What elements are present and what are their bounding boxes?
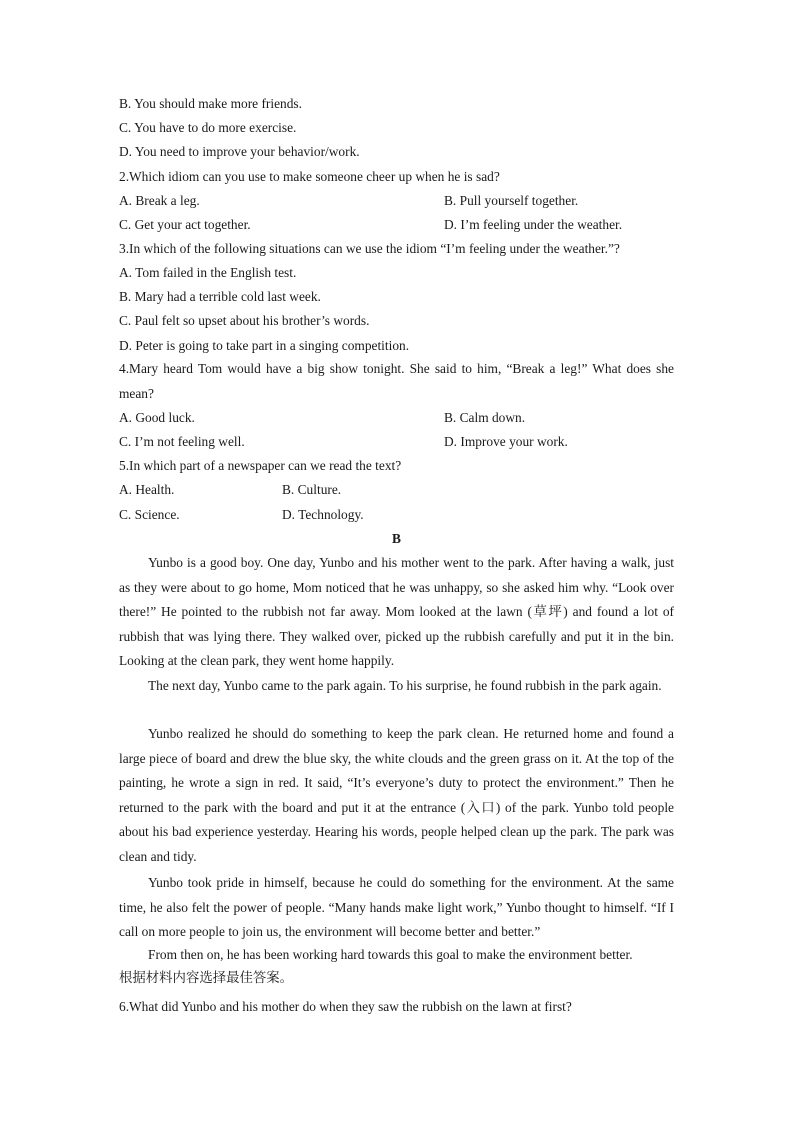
q1-option-b: B. You should make more friends. bbox=[119, 96, 302, 111]
q4-option-c: C. I’m not feeling well. bbox=[119, 434, 245, 449]
q2-question: 2.Which idiom can you use to make someone cheer up when he is sad? bbox=[119, 169, 500, 184]
q3-option-a: A. Tom failed in the English test. bbox=[119, 265, 297, 280]
q5-option-d: D. Technology. bbox=[282, 507, 364, 522]
q2-option-d: D. I’m feeling under the weather. bbox=[444, 217, 623, 232]
q5-option-a: A. Health. bbox=[119, 482, 175, 497]
q3-option-c: C. Paul felt so upset about his brother’s words. bbox=[119, 313, 370, 328]
q5-question: 5.In which part of a newspaper can we read the text? bbox=[119, 458, 402, 473]
q4-option-a: A. Good luck. bbox=[119, 410, 195, 425]
q6-question: 6.What did Yunbo and his mother do when they saw the rubbish on the lawn at first? bbox=[119, 999, 572, 1014]
q2-option-a: A. Break a leg. bbox=[119, 193, 200, 208]
q2-option-b: B. Pull yourself together. bbox=[444, 193, 579, 208]
q4-option-b: B. Calm down. bbox=[444, 410, 526, 425]
passage-paragraph-2: The next day, Yunbo came to the park again. To his surprise, he found rubbish in the park again. bbox=[148, 678, 662, 693]
q1-option-c: C. You have to do more exercise. bbox=[119, 120, 297, 135]
section-heading: B bbox=[392, 531, 401, 546]
passage-paragraph-5: From then on, he has been working hard towards this goal to make the environment better. bbox=[148, 947, 633, 962]
q4-question: 4.Mary heard Tom would have a big show tonight. She said to him, “Break a leg!” What does she mean? bbox=[119, 361, 674, 401]
q3-option-d: D. Peter is going to take part in a singing competition. bbox=[119, 338, 410, 353]
q3-question: 3.In which of the following situations can we use the idiom “I’m feeling under the weather.”? bbox=[119, 241, 620, 256]
q2-option-c: C. Get your act together. bbox=[119, 217, 251, 232]
q5-option-b: B. Culture. bbox=[282, 482, 342, 497]
passage-paragraph-4: Yunbo took pride in himself, because he could do something for the environment. At the same time, he also felt the power of people. “Many hands make light work,” Yunbo thought to himself. “If I call on more people to join us, the environment will become better and better.” bbox=[119, 875, 674, 940]
passage-paragraph-3: Yunbo realized he should do something to keep the park clean. He returned home and found a large piece of board and drew the blue sky, the white clouds and the green grass on it. At the top of the painting, he wrote a sign in red. It said, “It’s everyone’s duty to protect the environment.” Then he returned to the park with the board and put it at the entrance (入口) of the park. Yunbo told people about his bad experience yesterday. Hearing his words, people helped clean up the park. The park was clean and tidy. bbox=[119, 726, 674, 864]
q3-option-b: B. Mary had a terrible cold last week. bbox=[119, 289, 321, 304]
passage-paragraph-1: Yunbo is a good boy. One day, Yunbo and his mother went to the park. After having a walk, just as they were about to go home, Mom noticed that he was unhappy, so she asked him why. “Look over there!” He pointed to the rubbish not far away. Mom looked at the lawn (草坪) and found a lot of rubbish that was lying there. They walked over, picked up the rubbish carefully and put it in the bin. Looking at the clean park, they went home happily. bbox=[119, 555, 674, 669]
q4-option-d: D. Improve your work. bbox=[444, 434, 568, 449]
q1-option-d: D. You need to improve your behavior/work. bbox=[119, 144, 360, 159]
q5-option-c: C. Science. bbox=[119, 507, 180, 522]
instruction-text: 根据材料内容选择最佳答案。 bbox=[119, 971, 294, 986]
